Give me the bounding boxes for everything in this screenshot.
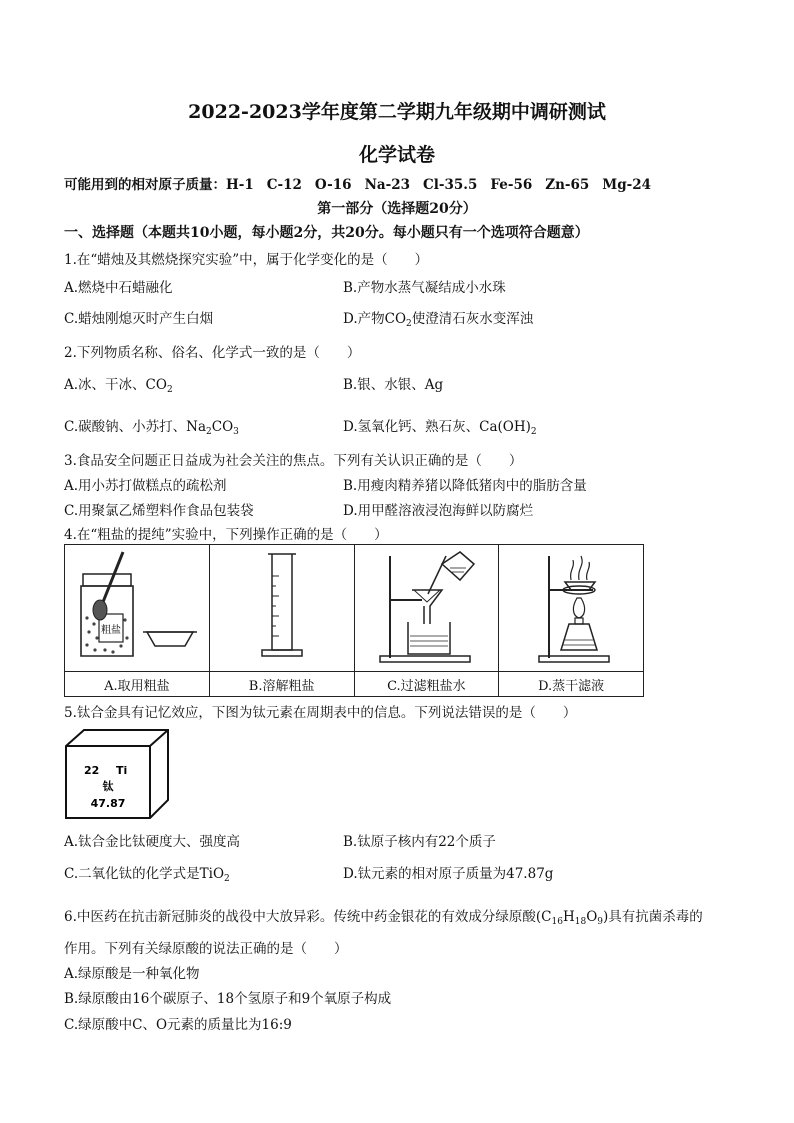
q2-option-b: B.银、水银、Ag: [343, 377, 444, 393]
figure-evaporate-filtrate: [499, 545, 644, 672]
element-name: 钛: [102, 780, 114, 793]
formula-fragment: (C: [535, 909, 552, 925]
caption-a: A.取用粗盐: [65, 672, 210, 697]
caption-d: D.蒸干滤液: [499, 672, 644, 697]
q1-option-a: A.燃烧中石蜡融化: [64, 280, 173, 296]
q6-option-b: B.绿原酸由16个碳原子、18个氢原子和9个氧原子构成: [64, 991, 392, 1007]
q1-stem: 1.在“蜡烛及其燃烧探究实验”中，属于化学变化的是（ ）: [64, 252, 429, 268]
q2-option-a: [64, 373, 173, 395]
q3-stem: 3.食品安全问题正日益成为社会关注的焦点。下列有关认识正确的是（ ）: [64, 453, 523, 469]
atomic-mass-item: Na-23: [364, 177, 411, 193]
measuring-cylinder-icon: [212, 546, 352, 666]
q3-option-c: C.用聚氯乙烯塑料作食品包装袋: [64, 503, 254, 519]
section-title: 一、选择题（本题共10小题，每小题2分，共20分。每小题只有一个选项符合题意）: [64, 225, 589, 241]
atomic-mass-item: O-16: [314, 177, 352, 193]
text-fragment: C.二氧化钛的化学式是TiO: [64, 866, 225, 882]
q5-option-a: A.钛合金比钛硬度大、强度高: [64, 834, 241, 850]
atomic-mass-item: Fe-56: [490, 177, 533, 193]
q3-option-a: A.用小苏打做糕点的疏松剂: [64, 478, 227, 494]
filter-apparatus-icon: [356, 546, 496, 666]
atomic-mass-item: Cl-35.5: [423, 177, 478, 193]
figure-take-salt: [65, 545, 210, 672]
atomic-mass-label: 可能用到的相对原子质量：: [64, 177, 226, 193]
text-fragment: D.氢氧化钙、熟石灰、Ca(OH): [343, 419, 531, 435]
atomic-mass-line: [64, 173, 664, 193]
subscript: 2: [406, 319, 412, 329]
figure-filter-salt-water: [354, 545, 499, 672]
q4-stem: 4.在“粗盐的提纯”实验中，下列操作正确的是（ ）: [64, 527, 388, 543]
q5-option-c: [64, 862, 230, 884]
part-title: 第一部分（选择题20分）: [317, 201, 477, 217]
subscript: 2: [224, 874, 230, 884]
text-fragment: 具有抗菌杀毒的: [608, 909, 703, 925]
element-number: 22: [84, 764, 100, 777]
q6-stem-line2: 作用。下列有关绿原酸的说法正确的是（ ）: [64, 941, 348, 957]
q6-option-c: C.绿原酸中C、O元素的质量比为16:9: [64, 1017, 292, 1033]
atomic-mass-item: Mg-24: [602, 177, 652, 193]
titanium-element-cube: [62, 728, 172, 820]
caption-b: B.溶解粗盐: [209, 672, 354, 697]
text-fragment: A.冰、干冰、CO: [64, 377, 167, 393]
lab-operations-table: [64, 544, 644, 697]
q3-option-b: B.用瘦肉精养猪以降低猪肉中的脂肪含量: [343, 478, 587, 494]
subscript: 16: [551, 917, 563, 927]
figure-dissolve-salt: [209, 545, 354, 672]
jar-label: 粗盐: [100, 625, 121, 636]
q2-option-c: [64, 415, 239, 437]
formula-fragment: ): [603, 909, 609, 925]
formula-fragment: H: [562, 909, 575, 925]
caption-c: C.过滤粗盐水: [354, 672, 499, 697]
text-fragment: 使澄清石灰水变浑浊: [411, 311, 534, 327]
element-mass: 47.87: [90, 797, 126, 810]
subscript: 18: [574, 917, 587, 927]
subscript: 9: [597, 917, 603, 927]
q1-option-c: C.蜡烛刚熄灭时产生白烟: [64, 311, 214, 327]
atomic-mass-item: C-12: [266, 177, 302, 193]
subscript: 2: [206, 427, 212, 437]
atomic-mass-item: Zn-65: [545, 177, 590, 193]
q1-option-b: B.产物水蒸气凝结成小水珠: [343, 280, 506, 296]
q5-option-b: B.钛原子核内有22个质子: [343, 834, 496, 850]
formula-fragment: O: [586, 909, 598, 925]
atomic-mass-item: H-1: [226, 177, 254, 193]
q6-stem: [64, 905, 703, 927]
evaporation-apparatus-icon: [501, 546, 641, 666]
text-fragment: CO: [211, 419, 234, 435]
subscript: 2: [166, 385, 173, 395]
text-fragment: D.产物CO: [343, 311, 407, 327]
q5-stem: 5.钛合金具有记忆效应，下图为钛元素在周期表中的信息。下列说法错误的是（ ）: [64, 705, 577, 721]
q1-option-d: [343, 307, 533, 329]
element-symbol: Ti: [116, 764, 128, 777]
q3-option-d: D.用甲醛溶液浸泡海鲜以防腐烂: [343, 503, 534, 519]
text-fragment: C.碳酸钠、小苏打、Na: [64, 419, 207, 435]
q2-stem: 2.下列物质名称、俗名、化学式一致的是（ ）: [64, 345, 361, 361]
exam-title: 2022-2023学年度第二学期九年级期中调研测试: [188, 101, 606, 123]
subscript: 2: [530, 427, 537, 437]
q6-option-a: A.绿原酸是一种氧化物: [64, 966, 200, 982]
q5-option-d: D.钛元素的相对原子质量为47.87g: [343, 866, 554, 882]
subscript: 3: [233, 427, 239, 437]
q2-option-d: [343, 415, 537, 437]
text-fragment: 6.中医药在抗击新冠肺炎的战役中大放异彩。传统中药金银花的有效成分绿原酸: [64, 909, 536, 925]
exam-subtitle: 化学试卷: [358, 144, 435, 166]
salt-jar-spoon-icon: [67, 546, 207, 666]
